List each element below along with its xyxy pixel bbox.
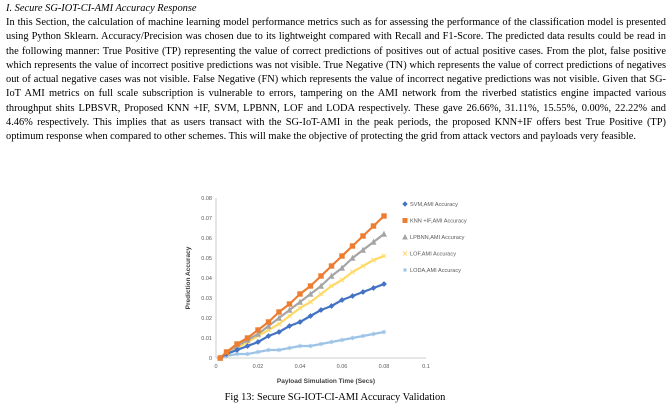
data-point	[308, 344, 312, 348]
data-point	[403, 268, 407, 272]
y-tick-labels	[201, 196, 212, 362]
data-point	[382, 330, 386, 334]
data-point	[361, 334, 365, 338]
y-tick-label: 0.08	[201, 196, 212, 202]
series-knnif	[218, 214, 386, 360]
data-point	[403, 219, 407, 223]
data-point	[235, 342, 239, 346]
y-tick-label: 0.07	[201, 216, 212, 222]
legend-item	[403, 235, 465, 241]
data-point	[287, 302, 291, 306]
y-tick-label: 0.05	[201, 256, 212, 262]
x-tick-label: 0.06	[336, 364, 348, 370]
body-paragraph: In this Section, the calculation of machine learning model performance metrics such as for assessing the performance of the classification model is presented using Python Sklearn. Accuracy/Precision was chosen due to its lightweight compared with Recall and F1-Score. The predicted data results could be read in the following manner: True Positive (TP) representing the value of correct predictions of positives out of actual positive cases. From the plot, false positive which represents the value of incorrect positive predictions was not visible. True Negative (TN) which represents the value of correct predictions of negatives out of actual negative cases was not visible. False Negative (FN) which represents the value of incorrect negative predictions was not visible. Given that SG-IoT AMI metrics on full scale subscription is vulnerable to errors, tampering on the AMI network from the riverbed statistics engine impacted various throughput shits LPBSVR, Proposed KNN +IF, SVM, LPBNN, LOF and LODA respectively. These gave 26.66%, 31.11%, 15.55%, 0.00%, 22.22% and 4.46% respectively. This implies that as users transact with the SG-IoT-AMI in the peak periods, the proposed KNN+IF offers best True Positive (TP) optimum response when compared to other schemes. This will make the objective of protecting the grid from attack vectors and payloads very feasible.	[6, 17, 666, 143]
data-point	[319, 342, 323, 346]
data-point	[266, 320, 270, 324]
x-tick-label: 0.02	[252, 364, 264, 370]
data-point	[371, 224, 375, 228]
figure-caption: Fig 13: Secure SG-IOT-CI-AMI Accuracy Validation	[224, 392, 446, 403]
series-line	[220, 332, 384, 358]
y-tick-label: 0.02	[201, 316, 212, 322]
series-layer	[218, 214, 386, 360]
data-point	[277, 348, 281, 352]
data-point	[350, 244, 354, 248]
data-point	[340, 254, 344, 258]
series-lof	[218, 254, 386, 360]
data-point	[298, 344, 302, 348]
legend-item	[403, 252, 456, 258]
data-point	[329, 340, 333, 344]
data-point	[287, 346, 291, 350]
data-point	[218, 356, 222, 360]
data-point	[256, 350, 260, 354]
data-point	[382, 232, 386, 236]
data-point	[224, 350, 228, 354]
x-axis-label: Payload Simulation Time (Secs)	[276, 378, 376, 385]
data-point	[329, 264, 333, 268]
section-heading: I. Secure SG-IOT-CI-AMI Accuracy Response	[6, 3, 197, 14]
data-point	[350, 336, 354, 340]
data-point	[245, 352, 249, 356]
data-point	[340, 338, 344, 342]
x-tick-label: 0.08	[378, 364, 390, 370]
data-point	[361, 234, 365, 238]
accuracy-line-chart	[168, 190, 478, 390]
data-point	[403, 252, 407, 256]
legend-label: SVM,AMI Accuracy	[410, 202, 458, 208]
y-tick-label: 0	[208, 356, 212, 362]
data-point	[371, 332, 375, 336]
y-tick-label: 0.04	[201, 276, 212, 282]
data-point	[298, 292, 302, 296]
legend-label: KNN +IF,AMI Accuracy	[410, 218, 467, 225]
x-tick-label: 0.04	[294, 364, 306, 370]
data-point	[256, 328, 260, 332]
data-point	[403, 202, 407, 206]
data-point	[403, 235, 407, 239]
y-tick-label: 0.06	[201, 236, 212, 242]
x-tick-label: 0.1	[422, 364, 430, 370]
legend-item	[403, 268, 461, 274]
y-axis-label: Prediction Accuracy	[185, 246, 192, 310]
data-point	[266, 348, 270, 352]
legend-label: LPBNN,AMI Accuracy	[410, 235, 465, 241]
data-point	[277, 310, 281, 314]
legend-item	[403, 219, 467, 225]
data-point	[382, 214, 386, 218]
data-point	[245, 336, 249, 340]
y-tick-label: 0.03	[201, 296, 212, 302]
x-tick-label: 0	[214, 364, 218, 370]
legend-item	[403, 202, 458, 208]
legend	[403, 202, 467, 274]
legend-label: LOF,AMI Accuracy	[410, 251, 457, 258]
data-point	[308, 284, 312, 288]
data-point	[319, 274, 323, 278]
legend-label: LODA,AMI Accuracy	[410, 268, 461, 274]
x-tick-labels	[214, 364, 429, 370]
y-tick-label: 0.01	[201, 336, 212, 342]
